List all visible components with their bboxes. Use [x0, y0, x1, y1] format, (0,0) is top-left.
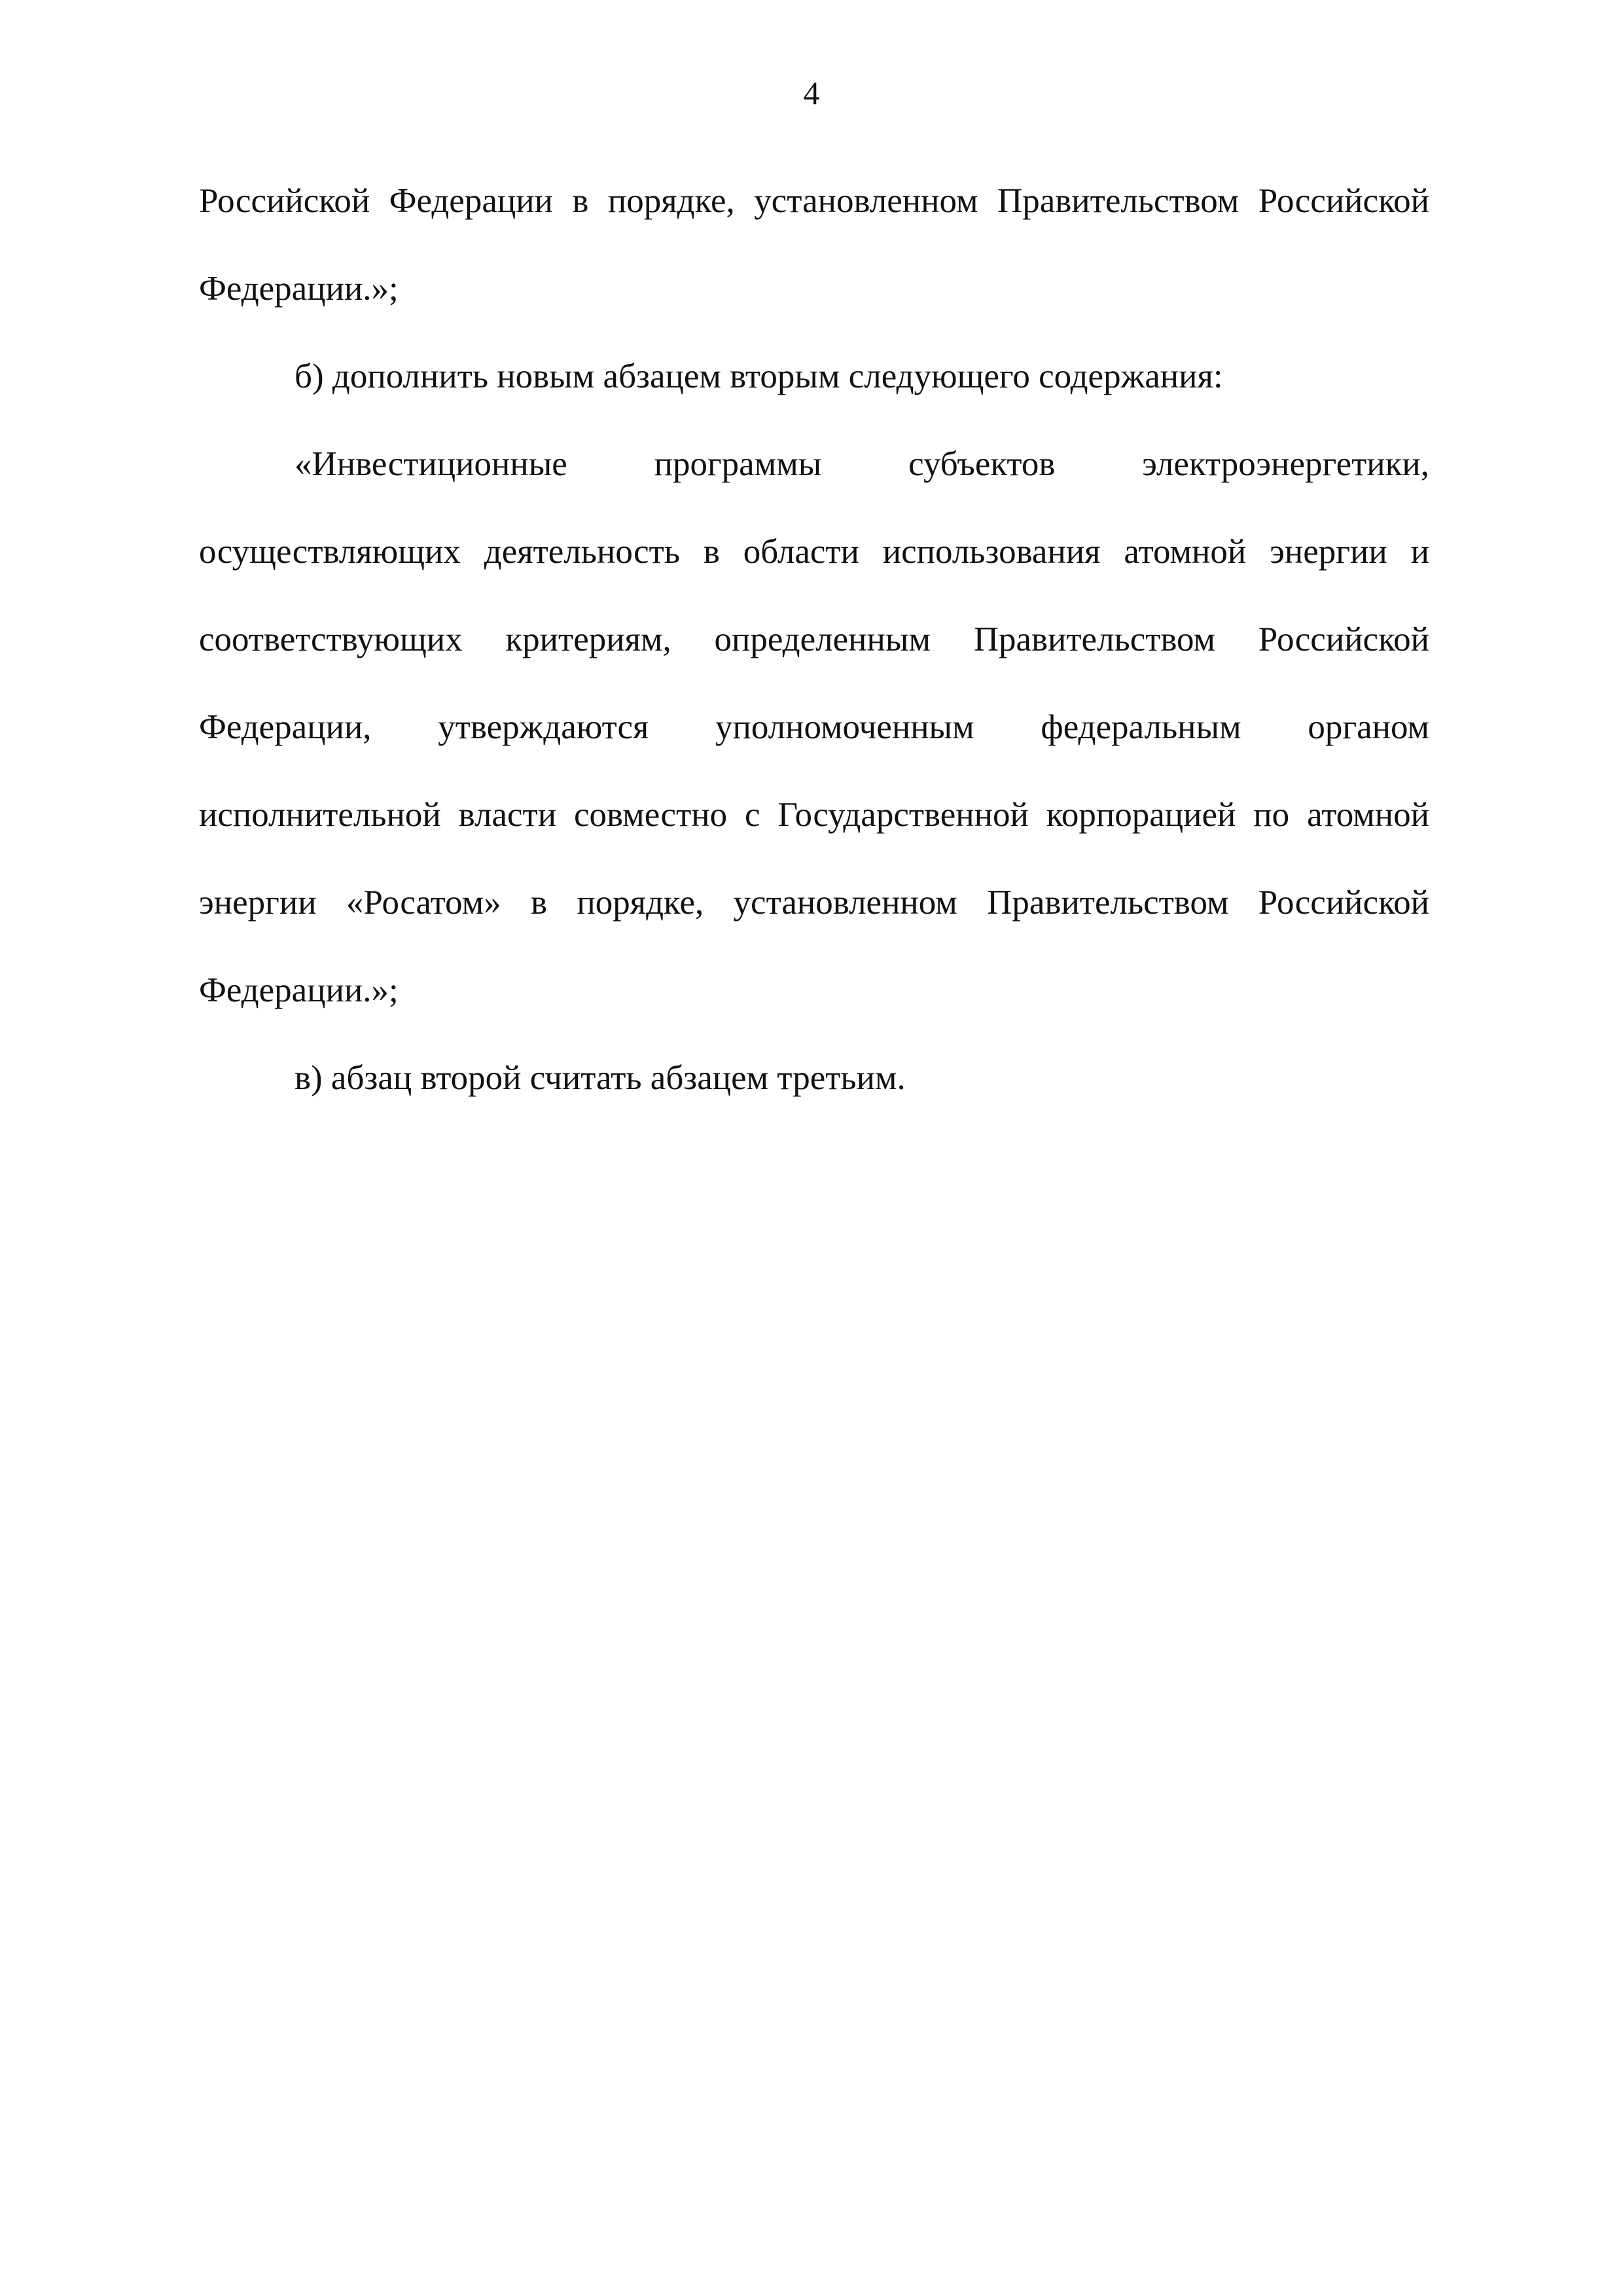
page-number: 4 [803, 75, 820, 111]
paragraph-item-v: в) абзац второй считать абзацем третьим. [294, 1059, 906, 1097]
paragraph-quoted-insert: «Инвестиционные программы субъектов электроэнергетики, осуществляющих деятельность в области использования атомной энергии и соответствующих критериям, определенным Правительством Российской Федерации, утверждаются уполномоченным федеральным органом исполнительной власти совместно с Государственной корпорацией по атомной энергии «Росатом» в порядке, установленном Правительством Российской Федерации.»; [199, 445, 1429, 1009]
document-body [199, 157, 1429, 1122]
paragraph-item-b: б) дополнить новым абзацем вторым следующего содержания: [294, 357, 1223, 395]
paragraph-continuation: Российской Федерации в порядке, установленном Правительством Российской Федерации.»; [199, 182, 1429, 308]
